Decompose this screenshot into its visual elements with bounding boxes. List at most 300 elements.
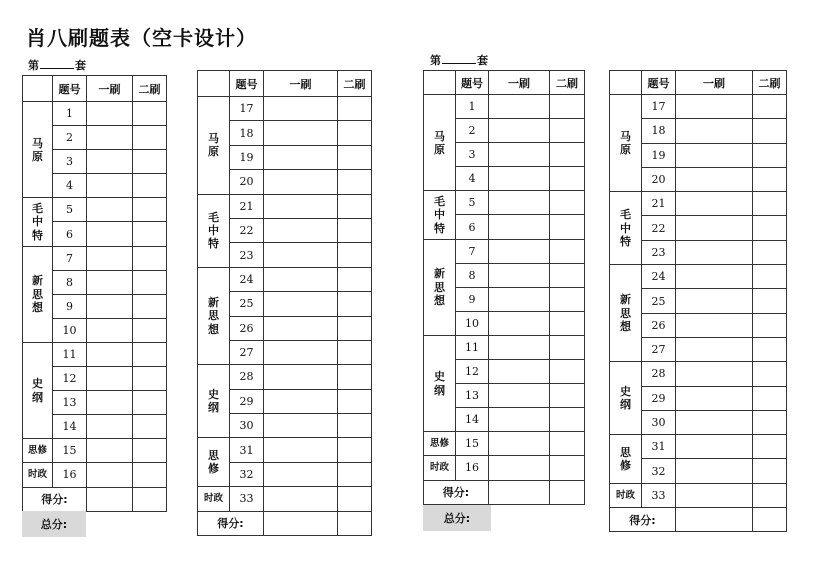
- subject-cell: [23, 102, 53, 198]
- first-pass-answer-cell[interactable]: [264, 145, 338, 169]
- first-pass-answer-cell[interactable]: [87, 367, 133, 391]
- first-pass-answer-cell[interactable]: [264, 414, 338, 438]
- subject-label: 时政: [203, 493, 223, 505]
- first-pass-answer-cell[interactable]: [264, 170, 338, 194]
- first-pass-answer-cell[interactable]: [264, 121, 338, 145]
- question-number: 9: [456, 287, 489, 311]
- first-pass-answer-cell[interactable]: [676, 337, 753, 361]
- question-number: 4: [53, 174, 87, 198]
- second-pass-score-cell[interactable]: [753, 508, 787, 532]
- first-pass-score-cell[interactable]: [87, 487, 133, 511]
- total-score-box-2: [423, 505, 491, 531]
- question-number: 19: [642, 143, 676, 167]
- first-pass-answer-cell[interactable]: [264, 365, 338, 389]
- question-number: 33: [642, 483, 676, 507]
- second-pass-answer-cell[interactable]: [133, 102, 167, 126]
- first-pass-answer-cell[interactable]: [489, 360, 550, 384]
- first-pass-answer-cell[interactable]: [676, 167, 753, 191]
- subject-cell: [198, 97, 230, 195]
- subject-cell: [424, 456, 456, 480]
- subject-label: 时政: [429, 462, 449, 474]
- first-pass-answer-cell[interactable]: [87, 342, 133, 366]
- answer-sheet-set2-part2: [609, 70, 787, 532]
- second-pass-answer-cell[interactable]: [338, 414, 372, 438]
- second-pass-answer-cell[interactable]: [753, 192, 787, 216]
- second-pass-answer-cell[interactable]: [753, 459, 787, 483]
- score-row: [23, 487, 167, 511]
- question-number: 9: [53, 294, 87, 318]
- subject-cell: [23, 198, 53, 246]
- total-score-box-1: [22, 511, 86, 537]
- second-pass-answer-cell[interactable]: [550, 191, 585, 215]
- second-pass-answer-cell[interactable]: [133, 294, 167, 318]
- subject-label: 史 纲: [32, 377, 43, 404]
- number-header: 题号: [642, 71, 676, 95]
- question-row: [23, 439, 167, 463]
- question-number: 16: [456, 456, 489, 480]
- set-number-blank[interactable]: [40, 58, 74, 69]
- question-number: 15: [53, 439, 87, 463]
- question-number: 23: [642, 240, 676, 264]
- question-number: 17: [230, 97, 264, 121]
- second-pass-answer-cell[interactable]: [550, 167, 585, 191]
- first-pass-score-cell[interactable]: [489, 480, 550, 504]
- subject-cell: [23, 246, 53, 342]
- question-number: 17: [642, 95, 676, 119]
- total-score-label: 总分:: [443, 512, 471, 525]
- question-number: 31: [230, 438, 264, 462]
- subject-label: 新 思 想: [208, 296, 219, 336]
- subject-cell: [610, 362, 642, 435]
- question-row: [424, 335, 585, 359]
- subject-header-cell: [424, 71, 456, 95]
- question-number: 30: [642, 410, 676, 434]
- question-number: 16: [53, 463, 87, 487]
- subject-label: 马 原: [620, 129, 631, 157]
- subject-label: 史 纲: [620, 385, 631, 412]
- first-pass-answer-cell[interactable]: [676, 289, 753, 313]
- subject-cell: [610, 483, 642, 507]
- second-pass-answer-cell[interactable]: [753, 386, 787, 410]
- question-row: [610, 362, 787, 386]
- subject-label: 毛 中 特: [32, 202, 43, 242]
- second-pass-answer-cell[interactable]: [338, 292, 372, 316]
- question-row: [424, 191, 585, 215]
- subject-cell: [424, 335, 456, 431]
- second-pass-answer-cell[interactable]: [753, 337, 787, 361]
- first-pass-answer-cell[interactable]: [87, 463, 133, 487]
- second-pass-answer-cell[interactable]: [133, 415, 167, 439]
- question-row: [198, 97, 372, 121]
- first-pass-answer-cell[interactable]: [489, 287, 550, 311]
- second-pass-answer-cell[interactable]: [550, 335, 585, 359]
- number-header: 题号: [53, 76, 87, 102]
- answer-sheet-set2-part1: [423, 70, 585, 505]
- subject-cell: [424, 239, 456, 335]
- number-header: 题号: [456, 71, 489, 95]
- first-pass-answer-cell[interactable]: [489, 384, 550, 408]
- question-row: [23, 198, 167, 222]
- question-number: 4: [456, 167, 489, 191]
- second-pass-answer-cell[interactable]: [133, 246, 167, 270]
- header-row: [610, 71, 787, 95]
- second-pass-answer-cell[interactable]: [133, 126, 167, 150]
- first-pass-answer-cell[interactable]: [676, 192, 753, 216]
- subject-header-cell: [198, 71, 230, 97]
- question-number: 11: [456, 335, 489, 359]
- score-row: [424, 480, 585, 504]
- first-pass-answer-cell[interactable]: [489, 143, 550, 167]
- answer-sheet-set1-part2: [197, 70, 372, 536]
- first-pass-answer-cell[interactable]: [489, 239, 550, 263]
- first-pass-answer-cell[interactable]: [676, 143, 753, 167]
- second-pass-answer-cell[interactable]: [338, 243, 372, 267]
- second-pass-answer-cell[interactable]: [753, 362, 787, 386]
- first-pass-score-cell[interactable]: [264, 511, 338, 535]
- second-pass-answer-cell[interactable]: [133, 150, 167, 174]
- question-number: 15: [456, 432, 489, 456]
- question-number: 22: [230, 218, 264, 242]
- question-row: [198, 365, 372, 389]
- subject-label: 时政: [27, 469, 47, 481]
- question-number: 25: [230, 292, 264, 316]
- first-pass-answer-cell[interactable]: [87, 150, 133, 174]
- second-pass-answer-cell[interactable]: [133, 463, 167, 487]
- first-pass-answer-cell[interactable]: [676, 386, 753, 410]
- second-pass-answer-cell[interactable]: [753, 265, 787, 289]
- first-pass-answer-cell[interactable]: [676, 95, 753, 119]
- question-row: [424, 95, 585, 119]
- question-number: 27: [230, 340, 264, 364]
- second-pass-answer-cell[interactable]: [133, 174, 167, 198]
- first-pass-answer-cell[interactable]: [676, 483, 753, 507]
- first-pass-answer-cell[interactable]: [87, 126, 133, 150]
- second-pass-answer-cell[interactable]: [753, 289, 787, 313]
- first-pass-answer-cell[interactable]: [676, 435, 753, 459]
- first-pass-answer-cell[interactable]: [676, 362, 753, 386]
- first-pass-answer-cell[interactable]: [489, 167, 550, 191]
- score-label: 得分:: [23, 487, 87, 511]
- second-pass-answer-cell[interactable]: [550, 384, 585, 408]
- first-pass-answer-cell[interactable]: [489, 311, 550, 335]
- question-number: 2: [456, 119, 489, 143]
- first-pass-answer-cell[interactable]: [264, 389, 338, 413]
- question-number: 8: [456, 263, 489, 287]
- number-header: 题号: [230, 71, 264, 97]
- question-row: [424, 432, 585, 456]
- second-pass-header: 二刷: [338, 71, 372, 97]
- subject-label: 史 纲: [434, 370, 445, 397]
- first-pass-answer-cell[interactable]: [87, 222, 133, 246]
- second-pass-answer-cell[interactable]: [753, 313, 787, 337]
- question-number: 31: [642, 435, 676, 459]
- set-label-2: [430, 52, 488, 68]
- subject-cell: [610, 95, 642, 192]
- subject-label: 思 修: [208, 449, 219, 476]
- first-pass-answer-cell[interactable]: [489, 408, 550, 432]
- subject-cell: [198, 194, 230, 267]
- subject-label: 新 思 想: [620, 293, 631, 333]
- first-pass-answer-cell[interactable]: [87, 198, 133, 222]
- second-pass-answer-cell[interactable]: [338, 121, 372, 145]
- question-row: [610, 265, 787, 289]
- first-pass-answer-cell[interactable]: [87, 270, 133, 294]
- question-row: [198, 438, 372, 462]
- first-pass-answer-cell[interactable]: [264, 316, 338, 340]
- question-number: 22: [642, 216, 676, 240]
- first-pass-header: 一刷: [264, 71, 338, 97]
- subject-label: 毛 中 特: [620, 208, 631, 248]
- second-pass-answer-cell[interactable]: [338, 267, 372, 291]
- second-pass-answer-cell[interactable]: [753, 240, 787, 264]
- second-pass-header: 二刷: [550, 71, 585, 95]
- question-row: [23, 102, 167, 126]
- question-number: 26: [230, 316, 264, 340]
- subject-label: 马 原: [434, 129, 445, 156]
- second-pass-answer-cell[interactable]: [550, 143, 585, 167]
- second-pass-answer-cell[interactable]: [550, 215, 585, 239]
- question-number: 14: [456, 408, 489, 432]
- second-pass-answer-cell[interactable]: [753, 167, 787, 191]
- score-label: 得分:: [424, 480, 489, 504]
- second-pass-answer-cell[interactable]: [338, 316, 372, 340]
- question-number: 24: [642, 265, 676, 289]
- second-pass-answer-cell[interactable]: [550, 432, 585, 456]
- second-pass-answer-cell[interactable]: [133, 318, 167, 342]
- first-pass-answer-cell[interactable]: [264, 97, 338, 121]
- second-pass-answer-cell[interactable]: [338, 438, 372, 462]
- subject-label: 新 思 想: [32, 274, 43, 314]
- question-number: 21: [642, 192, 676, 216]
- question-number: 1: [456, 95, 489, 119]
- header-row: [424, 71, 585, 95]
- question-number: 13: [53, 391, 87, 415]
- second-pass-answer-cell[interactable]: [338, 462, 372, 486]
- second-pass-answer-cell[interactable]: [550, 456, 585, 480]
- question-number: 12: [456, 360, 489, 384]
- question-row: [610, 435, 787, 459]
- set-prefix: 第: [430, 54, 441, 67]
- question-number: 23: [230, 243, 264, 267]
- second-pass-answer-cell[interactable]: [133, 198, 167, 222]
- subject-header-cell: [23, 76, 53, 102]
- second-pass-answer-cell[interactable]: [133, 270, 167, 294]
- subject-cell: [610, 265, 642, 362]
- second-pass-answer-cell[interactable]: [753, 435, 787, 459]
- score-row: [610, 508, 787, 532]
- question-number: 30: [230, 414, 264, 438]
- first-pass-answer-cell[interactable]: [87, 415, 133, 439]
- first-pass-answer-cell[interactable]: [489, 335, 550, 359]
- question-number: 29: [642, 386, 676, 410]
- first-pass-answer-cell[interactable]: [264, 243, 338, 267]
- second-pass-answer-cell[interactable]: [338, 170, 372, 194]
- question-number: 25: [642, 289, 676, 313]
- first-pass-score-cell[interactable]: [676, 508, 753, 532]
- second-pass-answer-cell[interactable]: [550, 287, 585, 311]
- question-row: [23, 246, 167, 270]
- question-number: 27: [642, 337, 676, 361]
- question-row: [198, 487, 372, 511]
- first-pass-answer-cell[interactable]: [676, 313, 753, 337]
- second-pass-answer-cell[interactable]: [550, 239, 585, 263]
- first-pass-answer-cell[interactable]: [87, 439, 133, 463]
- question-number: 2: [53, 126, 87, 150]
- first-pass-answer-cell[interactable]: [264, 438, 338, 462]
- second-pass-answer-cell[interactable]: [550, 408, 585, 432]
- first-pass-answer-cell[interactable]: [87, 294, 133, 318]
- subject-header-cell: [610, 71, 642, 95]
- second-pass-header: 二刷: [753, 71, 787, 95]
- first-pass-answer-cell[interactable]: [676, 265, 753, 289]
- first-pass-answer-cell[interactable]: [87, 102, 133, 126]
- first-pass-header: 一刷: [676, 71, 753, 95]
- first-pass-answer-cell[interactable]: [87, 174, 133, 198]
- first-pass-answer-cell[interactable]: [264, 267, 338, 291]
- first-pass-answer-cell[interactable]: [676, 410, 753, 434]
- second-pass-answer-cell[interactable]: [550, 360, 585, 384]
- question-row: [23, 463, 167, 487]
- second-pass-answer-cell[interactable]: [550, 119, 585, 143]
- second-pass-score-cell[interactable]: [133, 487, 167, 511]
- second-pass-answer-cell[interactable]: [338, 389, 372, 413]
- question-number: 21: [230, 194, 264, 218]
- question-number: 8: [53, 270, 87, 294]
- first-pass-answer-cell[interactable]: [489, 456, 550, 480]
- second-pass-answer-cell[interactable]: [338, 145, 372, 169]
- question-number: 10: [456, 311, 489, 335]
- question-number: 13: [456, 384, 489, 408]
- second-pass-answer-cell[interactable]: [550, 95, 585, 119]
- score-label: 得分:: [610, 508, 676, 532]
- first-pass-answer-cell[interactable]: [489, 432, 550, 456]
- second-pass-answer-cell[interactable]: [133, 391, 167, 415]
- subject-label: 时政: [615, 489, 635, 501]
- question-row: [424, 456, 585, 480]
- question-number: 12: [53, 367, 87, 391]
- question-row: [610, 192, 787, 216]
- score-row: [198, 511, 372, 535]
- question-number: 28: [642, 362, 676, 386]
- first-pass-answer-cell[interactable]: [489, 263, 550, 287]
- question-number: 6: [53, 222, 87, 246]
- second-pass-answer-cell[interactable]: [338, 194, 372, 218]
- total-score-label: 总分:: [40, 518, 68, 531]
- subject-cell: [23, 342, 53, 438]
- second-pass-answer-cell[interactable]: [338, 487, 372, 511]
- subject-cell: [610, 192, 642, 265]
- subject-label: 思修: [429, 438, 449, 450]
- first-pass-answer-cell[interactable]: [264, 462, 338, 486]
- question-row: [198, 194, 372, 218]
- subject-label: 毛 中 特: [208, 210, 219, 251]
- question-number: 14: [53, 415, 87, 439]
- second-pass-answer-cell[interactable]: [753, 216, 787, 240]
- second-pass-answer-cell[interactable]: [753, 483, 787, 507]
- set-number-blank[interactable]: [442, 53, 476, 64]
- subject-label: 思 修: [620, 445, 631, 472]
- second-pass-answer-cell[interactable]: [133, 342, 167, 366]
- first-pass-answer-cell[interactable]: [264, 487, 338, 511]
- second-pass-score-cell[interactable]: [338, 511, 372, 535]
- question-number: 26: [642, 313, 676, 337]
- second-pass-answer-cell[interactable]: [550, 311, 585, 335]
- first-pass-answer-cell[interactable]: [676, 459, 753, 483]
- first-pass-header: 一刷: [87, 76, 133, 102]
- question-number: 18: [642, 119, 676, 143]
- set-prefix: 第: [28, 59, 39, 72]
- score-label: 得分:: [198, 511, 264, 535]
- first-pass-answer-cell[interactable]: [489, 215, 550, 239]
- first-pass-answer-cell[interactable]: [264, 218, 338, 242]
- second-pass-answer-cell[interactable]: [338, 97, 372, 121]
- second-pass-score-cell[interactable]: [550, 480, 585, 504]
- question-number: 24: [230, 267, 264, 291]
- question-number: 3: [456, 143, 489, 167]
- subject-label: 马 原: [32, 136, 43, 163]
- subject-label: 马 原: [208, 132, 219, 159]
- question-number: 5: [53, 198, 87, 222]
- subject-cell: [198, 487, 230, 511]
- second-pass-answer-cell[interactable]: [338, 365, 372, 389]
- second-pass-answer-cell[interactable]: [133, 439, 167, 463]
- question-row: [198, 267, 372, 291]
- second-pass-answer-cell[interactable]: [753, 119, 787, 143]
- set-label-1: [28, 57, 86, 73]
- first-pass-answer-cell[interactable]: [264, 292, 338, 316]
- first-pass-answer-cell[interactable]: [264, 194, 338, 218]
- question-number: 19: [230, 145, 264, 169]
- subject-cell: [424, 191, 456, 239]
- subject-cell: [198, 267, 230, 365]
- subject-cell: [23, 439, 53, 463]
- question-number: 3: [53, 150, 87, 174]
- second-pass-answer-cell[interactable]: [753, 95, 787, 119]
- first-pass-answer-cell[interactable]: [87, 246, 133, 270]
- first-pass-answer-cell[interactable]: [489, 119, 550, 143]
- first-pass-answer-cell[interactable]: [676, 119, 753, 143]
- question-number: 20: [642, 167, 676, 191]
- second-pass-answer-cell[interactable]: [133, 367, 167, 391]
- second-pass-answer-cell[interactable]: [133, 222, 167, 246]
- question-number: 10: [53, 318, 87, 342]
- subject-cell: [198, 365, 230, 438]
- set-suffix: 套: [477, 54, 488, 67]
- first-pass-answer-cell[interactable]: [489, 191, 550, 215]
- question-number: 33: [230, 487, 264, 511]
- first-pass-answer-cell[interactable]: [264, 340, 338, 364]
- question-row: [424, 239, 585, 263]
- first-pass-answer-cell[interactable]: [87, 391, 133, 415]
- second-pass-answer-cell[interactable]: [550, 263, 585, 287]
- second-pass-answer-cell[interactable]: [753, 410, 787, 434]
- question-row: [610, 95, 787, 119]
- second-pass-answer-cell[interactable]: [753, 143, 787, 167]
- first-pass-answer-cell[interactable]: [489, 95, 550, 119]
- subject-label: 史 纲: [208, 388, 219, 415]
- first-pass-answer-cell[interactable]: [87, 318, 133, 342]
- subject-label: 新 思 想: [434, 267, 445, 307]
- question-number: 6: [456, 215, 489, 239]
- question-row: [610, 483, 787, 507]
- second-pass-answer-cell[interactable]: [338, 218, 372, 242]
- first-pass-answer-cell[interactable]: [676, 216, 753, 240]
- second-pass-header: 二刷: [133, 76, 167, 102]
- first-pass-answer-cell[interactable]: [676, 240, 753, 264]
- second-pass-answer-cell[interactable]: [338, 340, 372, 364]
- subject-cell: [198, 438, 230, 487]
- subject-cell: [23, 463, 53, 487]
